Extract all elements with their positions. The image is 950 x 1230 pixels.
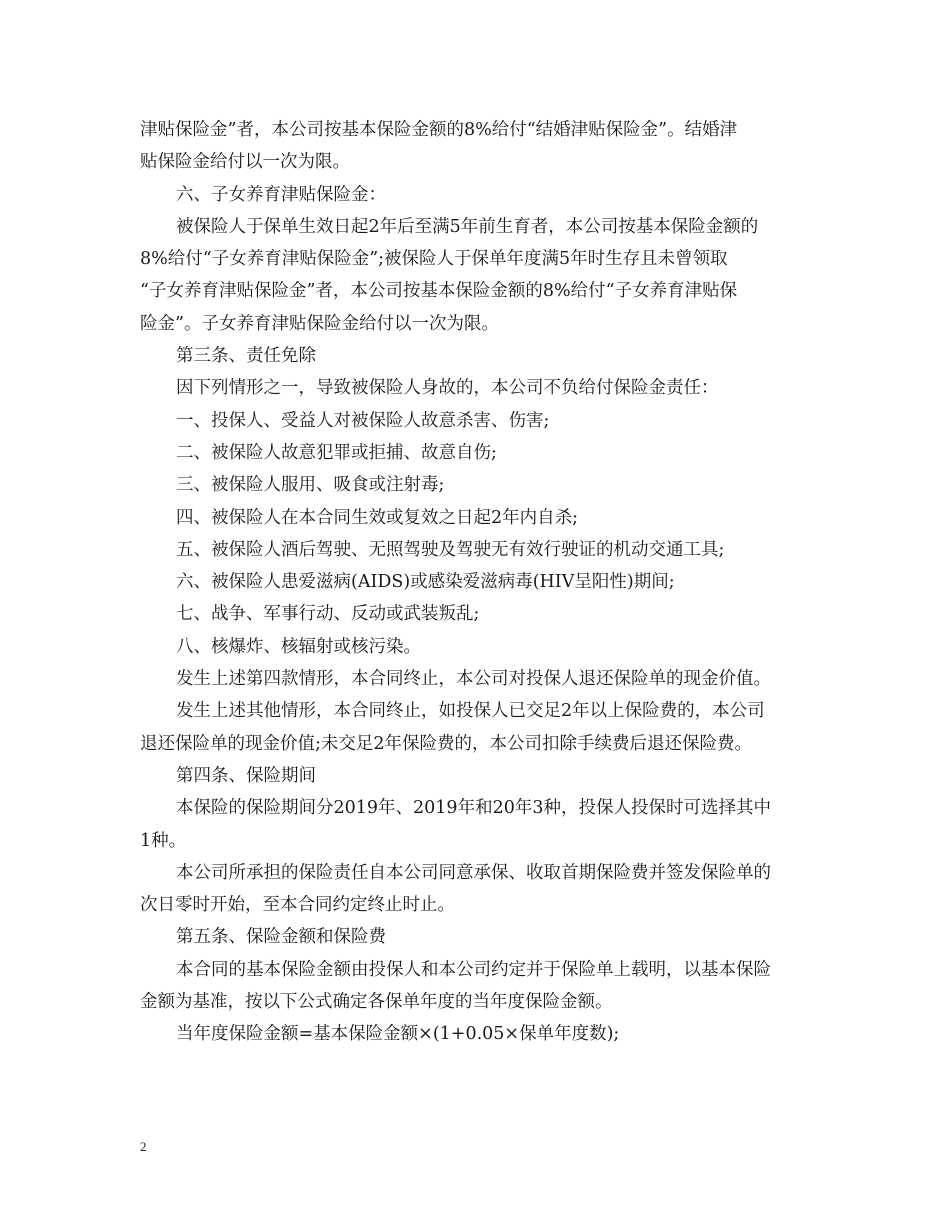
text-line: 六、被保险人患爱滋病(AIDS)或感染爱滋病毒(HIV呈阳性)期间; [176,572,675,593]
text-line: 第四条、保险期间 [176,765,316,786]
text-line: 本公司所承担的保险责任自本公司同意承保、收取首期保险费并签发保险单的 [176,862,771,883]
text-line: 二、被保险人故意犯罪或拒捕、故意自伤; [176,442,497,463]
text-line: 发生上述第四款情形，本合同终止，本公司对投保人退还保险单的现金价值。 [176,669,771,690]
text-line: 津贴保险金”者，本公司按基本保险金额的8%给付“结婚津贴保险金”。结婚津 [140,120,738,140]
text-line: 四、被保险人在本合同生效或复效之日起2年内自杀; [176,507,579,528]
document-body [140,114,810,1051]
text-line: 当年度保险金额=基本保险金额×(1+0.05×保单年度数); [176,1024,620,1045]
text-line: 1种。 [140,830,187,851]
text-line: 次日零时开始，至本合同约定终止时止。 [140,895,455,916]
text-line: 贴保险金给付以一次为限。 [140,152,350,173]
text-line: 五、被保险人酒后驾驶、无照驾驶及驾驶无有效行驶证的机动交通工具; [176,539,725,560]
text-line: “子女养育津贴保险金”者，本公司按基本保险金额的8%给付“子女养育津贴保 [140,281,738,302]
page-number: 2 [140,1139,147,1154]
text-line: 三、被保险人服用、吸食或注射毒; [176,475,445,496]
text-line: 八、核爆炸、核辐射或核污染。 [176,636,421,657]
text-line: 六、子女养育津贴保险金： [176,184,386,205]
text-line: 发生上述其他情形，本合同终止，如投保人已交足2年以上保险费的，本公司 [176,701,765,722]
text-line: 8%给付“子女养育津贴保险金”;被保险人于保单年度满5年时生存且未曾领取 [140,249,728,270]
text-line: 被保险人于保单生效日起2年后至满5年前生育者，本公司按基本保险金额的 [176,216,759,237]
text-line: 七、战争、军事行动、反动或武装叛乱; [176,604,480,625]
text-line: 一、投保人、受益人对被保险人故意杀害、伤害; [176,410,550,431]
text-line: 本合同的基本保险金额由投保人和本公司约定并于保险单上载明，以基本保险 [176,959,771,980]
text-line: 第五条、保险金额和保险费 [176,927,386,948]
text-line: 退还保险单的现金价值;未交足2年保险费的，本公司扣除手续费后退还保险费。 [140,733,753,754]
text-line: 本保险的保险期间分2019年、2019年和20年3种，投保人投保时可选择其中 [176,798,771,819]
text-line: 因下列情形之一，导致被保险人身故的，本公司不负给付保险金责任： [176,378,719,399]
text-line: 金额为基准，按以下公式确定各保单年度的当年度保险金额。 [140,992,613,1013]
text-line: 险金”。子女养育津贴保险金给付以一次为限。 [140,313,499,334]
text-line: 第三条、责任免除 [176,346,316,367]
